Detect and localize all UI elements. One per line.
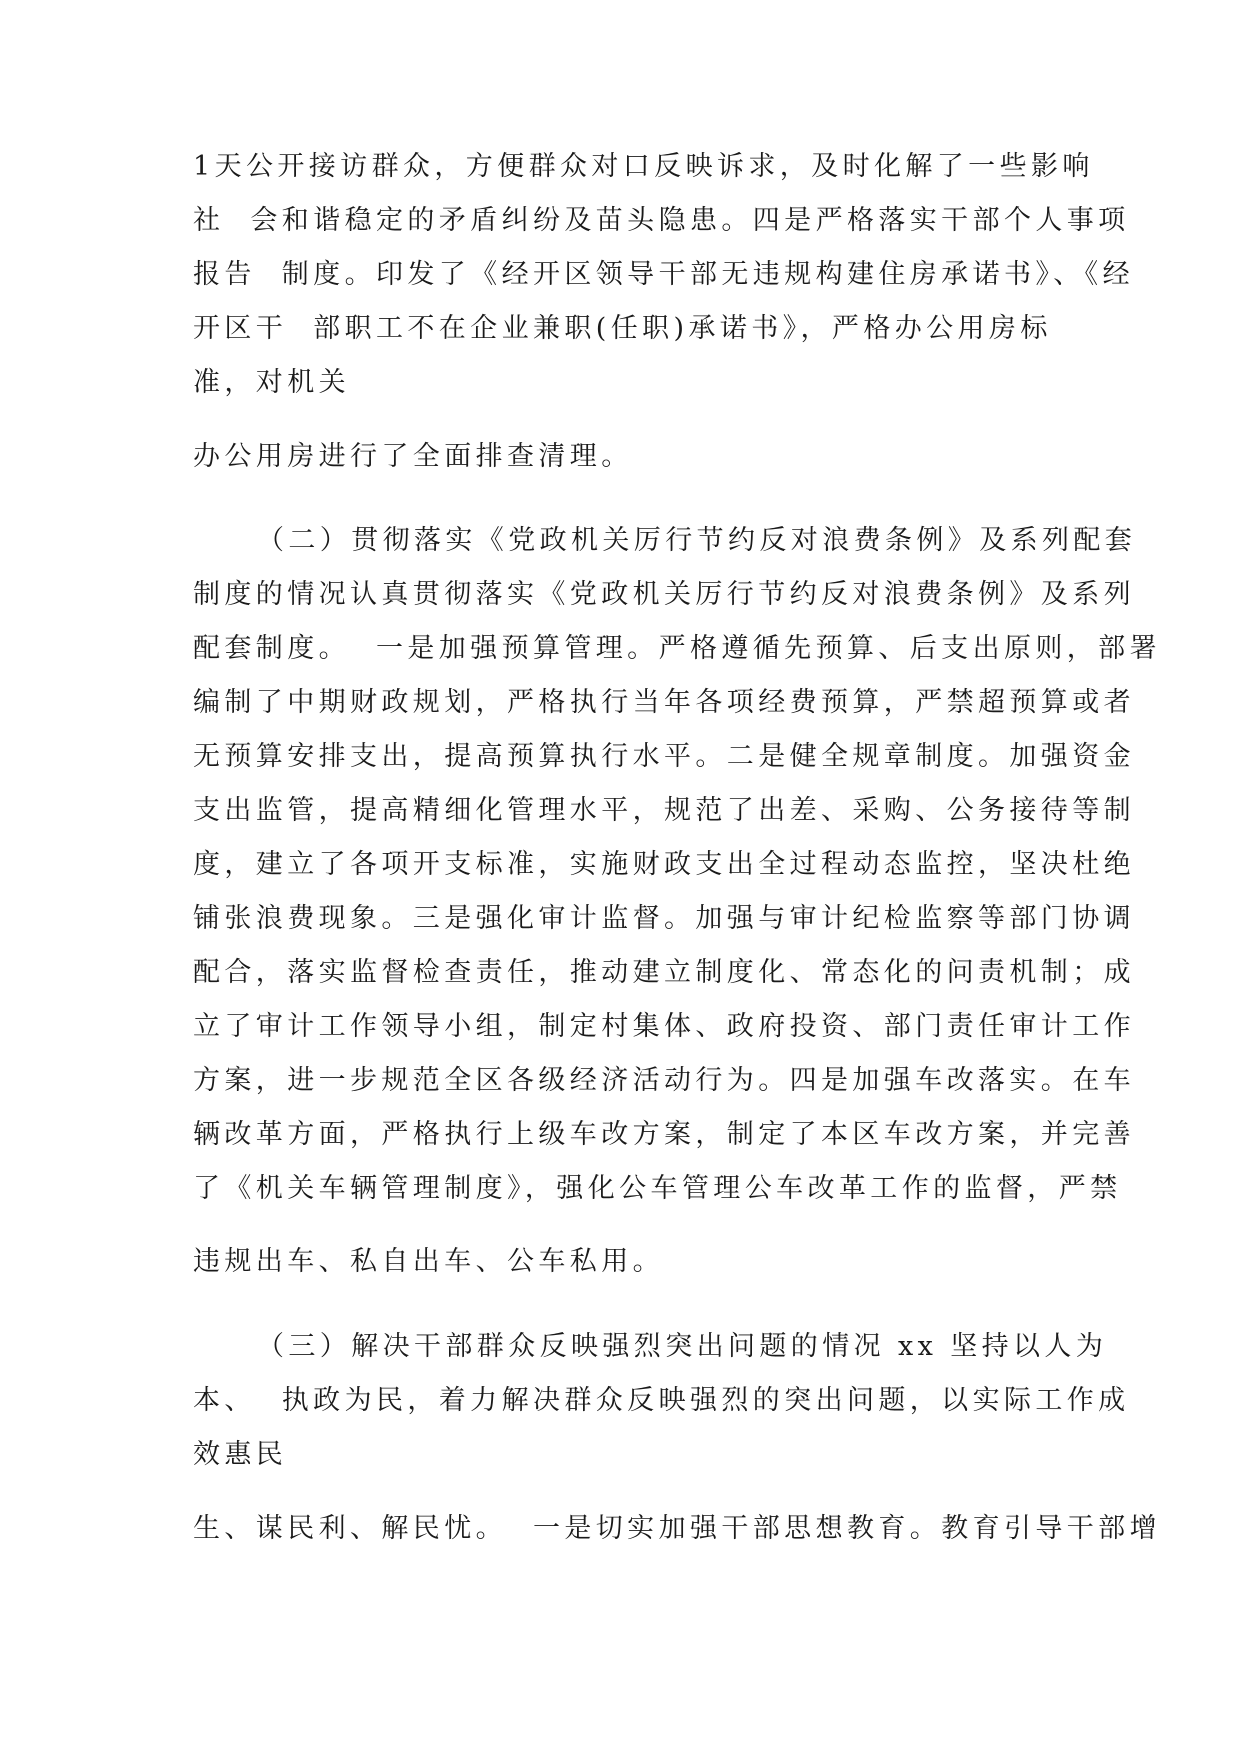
text-line: 违规出车、私自出车、公车私用。 xyxy=(193,1246,664,1277)
text-line: 方案，进一步规范全区各级经济活动行为。四是加强车改落实。在车 xyxy=(193,1065,1135,1096)
text-line: 度，建立了各项开支标准，实施财政支出全过程动态监控，坚决杜绝 xyxy=(193,849,1135,880)
text-line: 办公用房进行了全面排查清理。 xyxy=(193,441,633,472)
text-line: 生、谋民利、解民忧。 一是切实加强干部思想教育。教育引导干部增 xyxy=(193,1513,1161,1544)
text-line: 准，对机关 xyxy=(193,367,350,398)
text-line: 立了审计工作领导小组，制定村集体、政府投资、部门责任审计工作 xyxy=(193,1011,1135,1042)
text-line: 制度的情况认真贯彻落实《党政机关厉行节约反对浪费条例》及系列 xyxy=(193,579,1135,610)
text-line: 效惠民 xyxy=(193,1439,288,1470)
section-heading: （二）贯彻落实《党政机关厉行节约反对浪费条例》及系列配套 xyxy=(257,525,1137,556)
text-line: 铺张浪费现象。三是强化审计监督。加强与审计纪检监察等部门协调 xyxy=(193,903,1135,934)
text-line: 辆改革方面，严格执行上级车改方案，制定了本区车改方案，并完善 xyxy=(193,1119,1135,1150)
text-line: 社 会和谐稳定的矛盾纠纷及苗头隐患。四是严格落实干部个人事项 xyxy=(193,205,1130,236)
text-line: 本、 执政为民，着力解决群众反映强烈的突出问题，以实际工作成 xyxy=(193,1385,1130,1416)
text-line: 1天公开接访群众，方便群众对口反映诉求，及时化解了一些影响 xyxy=(193,151,1094,182)
text-line: 报告 制度。印发了《经开区领导干部无违规构建住房承诺书》、《经 xyxy=(193,259,1134,290)
text-line: 支出监管，提高精细化管理水平，规范了出差、采购、公务接待等制 xyxy=(193,795,1135,826)
text-line: 编制了中期财政规划，严格执行当年各项经费预算，严禁超预算或者 xyxy=(193,687,1135,718)
text-line: 配套制度。 一是加强预算管理。严格遵循先预算、后支出原则，部署 xyxy=(193,633,1161,664)
text-line: 开区干 部职工不在企业兼职(任职)承诺书》，严格办公用房标 xyxy=(193,313,1052,344)
text-line: 配合，落实监督检查责任，推动建立制度化、常态化的问责机制；成 xyxy=(193,957,1135,988)
text-line: 无预算安排支出，提高预算执行水平。二是健全规章制度。加强资金 xyxy=(193,741,1135,772)
text-line: 了《机关车辆管理制度》，强化公车管理公车改革工作的监督，严禁 xyxy=(193,1173,1122,1204)
section-heading: （三）解决干部群众反映强烈突出问题的情况 xx 坚持以人为 xyxy=(257,1331,1108,1362)
